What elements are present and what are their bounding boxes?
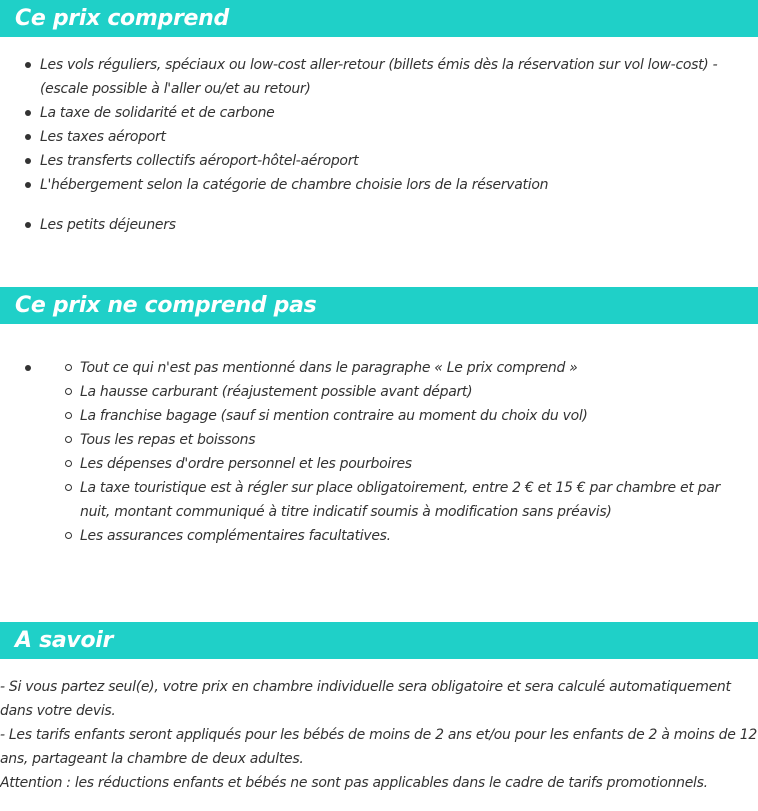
- list-item: Tout ce qui n'est pas mentionné dans le paragraphe « Le prix comprend »: [0, 356, 720, 380]
- circle-bullet-icon: [65, 484, 72, 491]
- section-header-included: [0, 0, 758, 37]
- list-item: La franchise bagage (sauf si mention contraire au moment du choix du vol): [0, 404, 720, 428]
- list-item: Les assurances complémentaires facultatives.: [0, 524, 720, 548]
- list-item: La hausse carburant (réajustement possible avant départ): [0, 380, 720, 404]
- info-paragraph: Attention : les réductions enfants et bébés ne sont pas applicables dans le cadre de tarifs promotionnels.: [0, 775, 708, 791]
- info-paragraph: - Si vous partez seul(e), votre prix en chambre individuelle sera obligatoire et sera calculé automatiquement dans votre devis.: [0, 679, 731, 719]
- bullet-icon: [25, 110, 31, 116]
- list-item: Les petits déjeuners: [0, 213, 730, 237]
- circle-bullet-icon: [65, 388, 72, 395]
- list-item: La taxe de solidarité et de carbone: [0, 101, 730, 125]
- list-item: L'hébergement selon la catégorie de chambre choisie lors de la réservation: [0, 173, 730, 197]
- section-title: A savoir: [15, 628, 114, 653]
- circle-bullet-icon: [65, 436, 72, 443]
- info-paragraph: - Les tarifs enfants seront appliqués pour les bébés de moins de 2 ans et/ou pour les enfants de 2 à moins de 12 ans, partageant la chambre de deux adultes.: [0, 727, 757, 767]
- circle-bullet-icon: [65, 412, 72, 419]
- list-item: Les dépenses d'ordre personnel et les pourboires: [0, 452, 720, 476]
- list-item: Tous les repas et boissons: [0, 428, 720, 452]
- bullet-icon: [25, 134, 31, 140]
- section-header-good-to-know: [0, 622, 758, 659]
- list-item: La taxe touristique est à régler sur place obligatoirement, entre 2 € et 15 € par chambre et par nuit, montant communiqué à titre indicatif soumis à modification sans préavis): [0, 476, 720, 524]
- bullet-icon: [25, 62, 31, 68]
- included-list: [0, 53, 730, 237]
- circle-bullet-icon: [65, 364, 72, 371]
- list-item: Les taxes aéroport: [0, 125, 730, 149]
- bullet-icon: [25, 182, 31, 188]
- section-title: Ce prix ne comprend pas: [15, 293, 317, 318]
- bullet-icon: [25, 222, 31, 228]
- section-title: Ce prix comprend: [15, 6, 229, 31]
- circle-bullet-icon: [65, 532, 72, 539]
- not-included-list: [0, 356, 720, 548]
- section-header-not-included: [0, 287, 758, 324]
- list-item: Les vols réguliers, spéciaux ou low-cost aller-retour (billets émis dès la réservation sur vol low-cost) - (escale possible à l'aller ou/et au retour): [0, 53, 730, 101]
- list-item: Les transferts collectifs aéroport-hôtel-aéroport: [0, 149, 730, 173]
- bullet-icon: [25, 158, 31, 164]
- circle-bullet-icon: [65, 460, 72, 467]
